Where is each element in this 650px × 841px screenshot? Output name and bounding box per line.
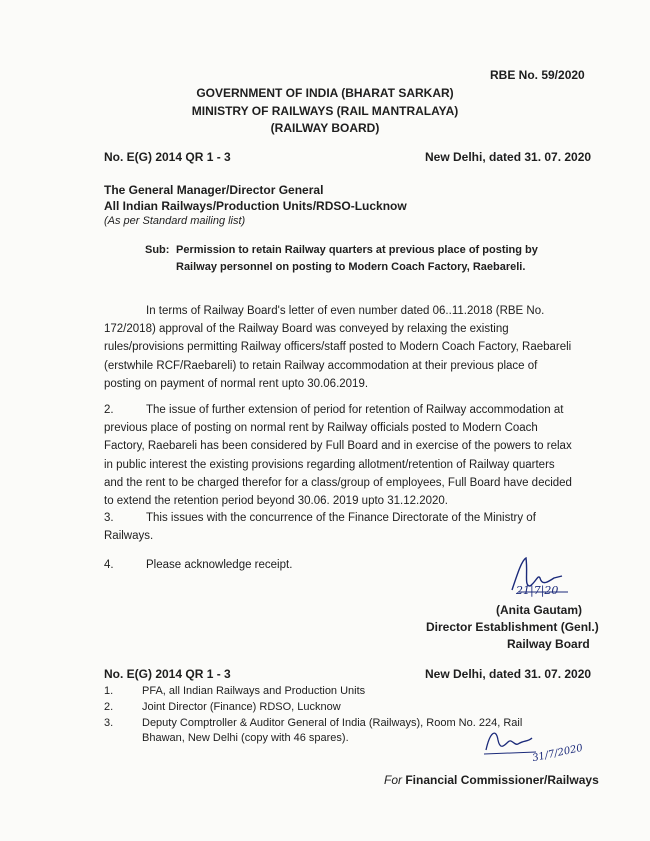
copy-item-3-continued: Bhawan, New Delhi (copy with 46 spares). [142, 732, 349, 744]
copy-file-number: No. E(G) 2014 QR 1 - 3 [104, 667, 231, 681]
p4-number: 4. [104, 559, 114, 571]
p2-line: The issue of further extension of period for retention of Railway accommodation at [146, 404, 564, 416]
copy-item-text: Joint Director (Finance) RDSO, Lucknow [142, 701, 341, 713]
for-financial-commissioner-text: Financial Commissioner/Railways [405, 773, 599, 787]
subject-line-1: Permission to retain Railway quarters at previous place of posting by [176, 244, 538, 256]
p1-line: In terms of Railway Board's letter of even number dated 06..11.2018 (RBE No. [146, 305, 545, 317]
p1-line: 172/2018) approval of the Railway Board was conveyed by relaxing the existing [104, 323, 509, 336]
file-number: No. E(G) 2014 QR 1 - 3 [104, 150, 231, 164]
copy-item-number: 2. [104, 701, 114, 713]
p3-line: This issues with the concurrence of the Finance Directorate of the Ministry of [146, 512, 536, 524]
addressee-note: (As per Standard mailing list) [104, 215, 246, 227]
signature-date-mark: 21|7|20 [516, 584, 559, 597]
p1-line: rules/provisions permitting Railway officers/staff posted to Modern Coach Factory, Raebareli [104, 341, 572, 354]
paragraph-3 [104, 509, 582, 545]
copy-date: New Delhi, dated 31. 07. 2020 [425, 667, 592, 681]
p1-line: (erstwhile RCF/Raebareli) to retain Railway accommodation at their previous place of [104, 359, 538, 372]
signatory-name: (Anita Gautam) [496, 603, 583, 617]
p2-line: to extend the retention period beyond 30.06. 2019 upto 31.12.2020. [104, 495, 449, 508]
letter-date: New Delhi, dated 31. 07. 2020 [425, 150, 592, 164]
copy-item-number: 1. [104, 685, 114, 697]
copy-item-text: PFA, all Indian Railways and Production Units [142, 685, 366, 697]
header-line-3: (RAILWAY BOARD) [270, 121, 380, 135]
header-line-1: GOVERNMENT OF INDIA (BHARAT SARKAR) [196, 86, 454, 100]
for-financial-commissioner [384, 773, 599, 787]
p3-number: 3. [104, 512, 114, 524]
p2-line: and the rent to be charged therefor for a class/group of employees, Full Board have decided [104, 476, 572, 489]
signatory-designation: Director Establishment (Genl.) [426, 620, 599, 634]
copy-item-number: 3. [104, 717, 114, 729]
p4-line: Please acknowledge receipt. [146, 559, 293, 571]
rbe-number: RBE No. 59/2020 [490, 68, 585, 82]
subject-line-2: Railway personnel on posting to Modern Coach Factory, Raebareli. [176, 261, 526, 273]
addressee-line-1: The General Manager/Director General [104, 183, 324, 197]
p1-line: posting on payment of normal rent upto 30.06.2019. [104, 377, 369, 390]
paragraph-1 [104, 302, 582, 393]
signatory-office: Railway Board [507, 637, 590, 651]
p2-number: 2. [104, 404, 114, 416]
subject-label: Sub: [145, 244, 170, 256]
header-line-2: MINISTRY OF RAILWAYS (RAIL MANTRALAYA) [191, 104, 459, 118]
p3-line: Railways. [104, 530, 154, 543]
p2-line: Factory, Raebareli has been considered by Full Board and in exercise of the powers to relax [104, 440, 572, 453]
finance-sign-date-mark: 31/7/2020 [531, 742, 584, 765]
p2-line: previous place of posting on normal rent by Railway officials posted to Modern Coach [104, 422, 538, 435]
addressee-line-2: All Indian Railways/Production Units/RDSO-Lucknow [104, 199, 407, 213]
paragraph-2 [104, 401, 582, 510]
for-prefix: For [384, 773, 402, 787]
copy-item-text: Deputy Comptroller & Auditor General of India (Railways), Room No. 224, Rail [142, 717, 523, 729]
p2-line: in public interest the existing provisions regarding allotment/retention of Railway quarters [104, 458, 555, 471]
